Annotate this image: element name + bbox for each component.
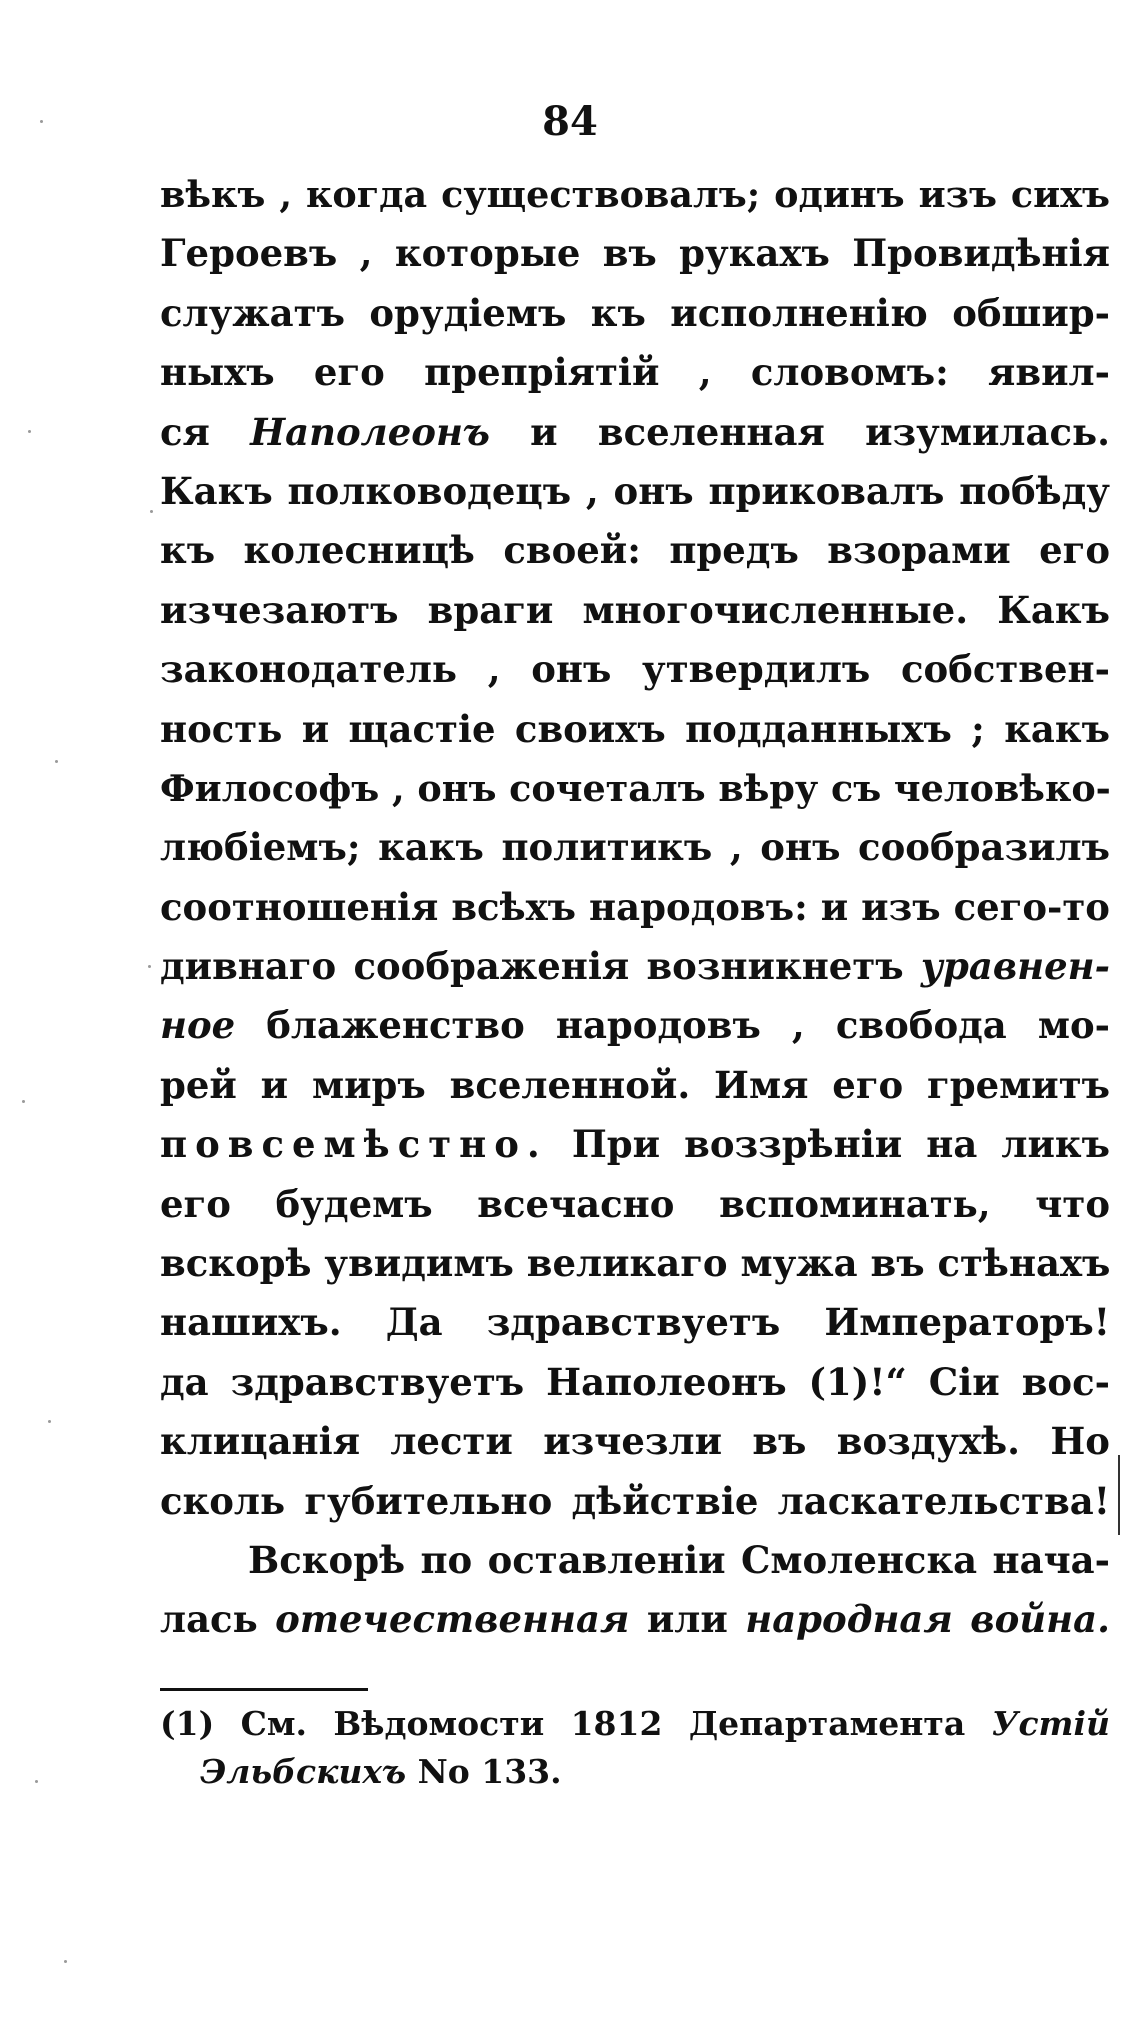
text-line [160, 759, 1110, 818]
text-line [160, 818, 1110, 877]
text-line [160, 521, 1110, 580]
text-run: ность и щастіе своихъ подданныхъ ; какъ [160, 706, 1110, 751]
text-line [160, 1056, 1110, 1115]
text-run: лась [160, 1597, 276, 1642]
scan-speck [22, 1100, 25, 1103]
text-run: и вселенная изумилась. [489, 409, 1110, 454]
text-line [160, 640, 1110, 699]
text-run: Вскорѣ по оставленіи Смоленска нача- [248, 1537, 1110, 1582]
text-run: ся [160, 409, 251, 454]
scan-speck [40, 120, 43, 123]
text-line [160, 224, 1110, 283]
text-run: или [629, 1597, 746, 1642]
text-line [160, 700, 1110, 759]
scan-speck [35, 1780, 38, 1783]
text-run: любіемъ; какъ политикъ , онъ сообразилъ [160, 825, 1110, 870]
body-text [160, 165, 1110, 1650]
footnote [160, 1700, 1110, 1796]
text-run: законодатель , онъ утвердилъ собствен- [160, 647, 1110, 692]
scan-speck [55, 760, 58, 763]
text-line [160, 343, 1110, 402]
scan-speck [28, 430, 31, 433]
text-run: нашихъ. Да здравствуетъ Императоръ! [160, 1300, 1110, 1345]
text-line [160, 1412, 1110, 1471]
text-line [160, 1293, 1110, 1352]
footnote-line [160, 1700, 1110, 1748]
italic-text: Эльбскихъ [200, 1752, 407, 1791]
scan-speck [64, 1960, 67, 1963]
text-run: вскорѣ увидимъ великаго мужа въ стѣнахъ [160, 1241, 1111, 1286]
text-line [160, 1531, 1110, 1590]
text-run: изчезаютъ враги многочисленные. Какъ [160, 587, 1110, 632]
text-line [160, 284, 1110, 343]
italic-text: народная война. [745, 1597, 1110, 1642]
text-run: вѣкъ , когда существовалъ; одинъ изъ сихъ [160, 173, 1110, 216]
text-run: рей и миръ вселенной. Имя его гремитъ [160, 1062, 1110, 1107]
italic-text: Наполеонъ [250, 409, 490, 454]
italic-text: отечественная [275, 1597, 630, 1642]
text-run: Философъ , онъ сочеталъ вѣру съ человѣко- [160, 766, 1111, 810]
text-run: да здравствуетъ Наполеонъ (1)!“ Сіи вос- [160, 1359, 1110, 1404]
text-run: блаженство народовъ , свобода мо- [235, 1003, 1110, 1048]
text-run: соотношенія всѣхъ народовъ: и изъ сего-то [160, 884, 1110, 929]
italic-text: уравнен- [920, 944, 1110, 989]
text-run: При воззрѣніи на ликъ [547, 1122, 1110, 1167]
text-line [160, 1115, 1110, 1174]
footnote-line [160, 1748, 1110, 1796]
text-line [160, 996, 1110, 1055]
text-run: No 133. [406, 1752, 562, 1791]
text-run: къ колесницѣ своей: предъ взорами его [160, 528, 1110, 573]
text-run: (1) См. Вѣдомости 1812 Департамента [160, 1704, 992, 1743]
text-line [160, 462, 1110, 521]
text-line [160, 1590, 1110, 1649]
text-run: сколь губительно дѣйствіе ласкательства! [160, 1478, 1110, 1523]
spaced-text: повсемѣстно. [160, 1122, 548, 1167]
scan-speck [148, 965, 151, 968]
text-line [160, 581, 1110, 640]
text-run: Какъ полководецъ , онъ приковалъ побѣду [160, 468, 1110, 513]
text-run: ныхъ его препріятій , словомъ: явил- [160, 350, 1110, 395]
text-line [160, 937, 1110, 996]
italic-text: Устій [991, 1704, 1110, 1743]
text-run: клицанія лести изчезли въ воздухѣ. Но [160, 1419, 1110, 1464]
page-number: 84 [542, 98, 598, 145]
text-run: его будемъ всечасно вспоминать, что [160, 1181, 1110, 1226]
text-line [160, 878, 1110, 937]
text-line [160, 165, 1110, 224]
text-line [160, 403, 1110, 462]
text-run: дивнаго соображенія возникнетъ [160, 944, 921, 989]
text-line [160, 1175, 1110, 1234]
italic-text: ное [160, 1003, 236, 1048]
scan-edge-mark [1118, 1455, 1120, 1535]
text-line [160, 1353, 1110, 1412]
text-line [160, 1234, 1110, 1293]
scan-speck [150, 510, 153, 513]
text-run: служатъ орудіемъ къ исполненію обшир- [160, 290, 1110, 335]
text-run: Героевъ , которые въ рукахъ Провидѣнія [160, 231, 1110, 276]
footnote-rule [160, 1688, 368, 1691]
scan-speck [48, 1420, 51, 1423]
text-line [160, 1472, 1110, 1531]
